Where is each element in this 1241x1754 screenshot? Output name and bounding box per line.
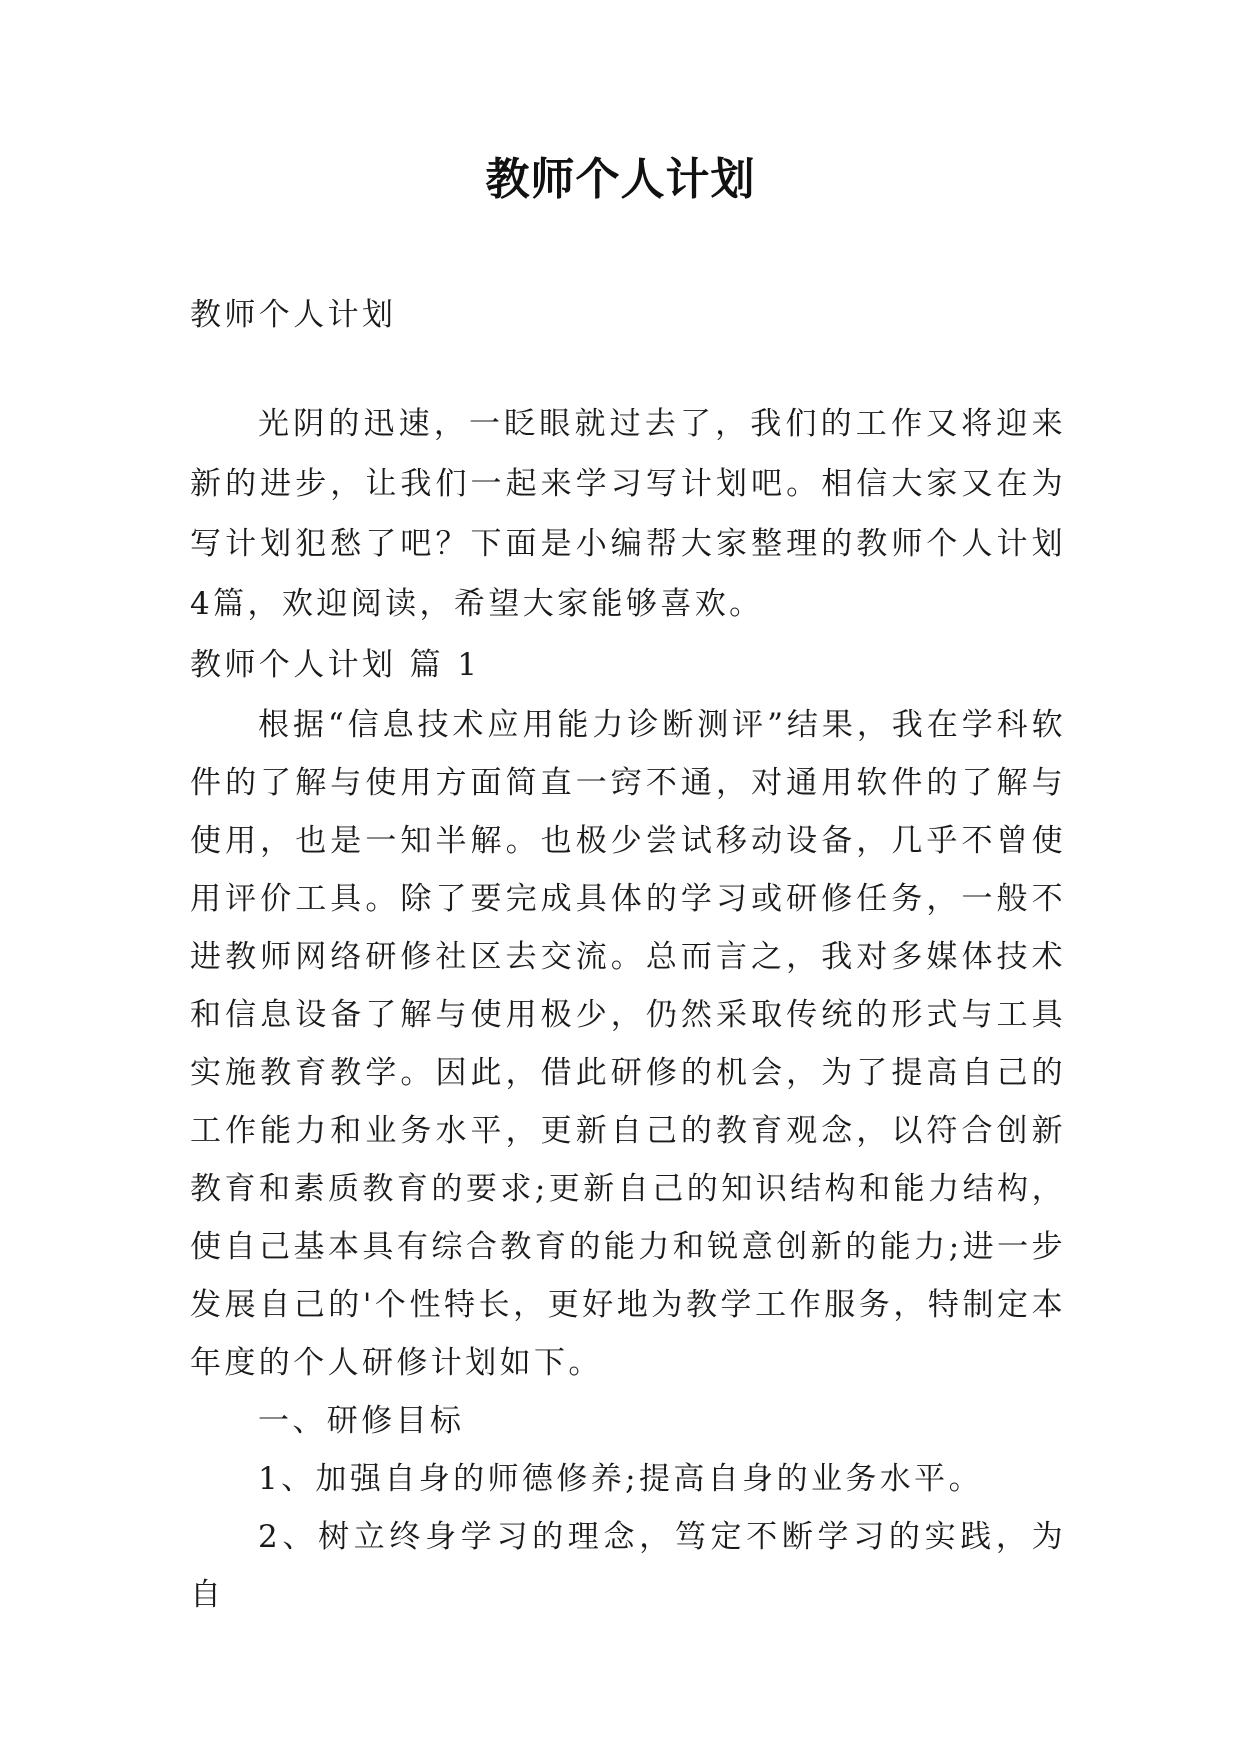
section-heading: 教师个人计划 篇 1 — [190, 647, 481, 683]
document-subtitle: 教师个人计划 — [190, 297, 397, 333]
goals-heading: 一、研修目标 — [258, 1403, 465, 1439]
spacer — [190, 344, 1066, 394]
body-paragraph: 根据“信息技术应用能力诊断测评”结果，我在学科软件的了解与使用方面简直一窍不通，对通用软件的了解与使用，也是一知半解。也极少尝试移动设备，几乎不曾使用评价工具。除了要完成具体的学习或研修任务，一般不进教师网络研修社区去交流。总而言之，我对多媒体技术和信息设备了解与使用极少，仍然采取传统的形式与工具实施教育教学。因此，借此研修的机会，为了提高自己的工作能力和业务水平，更新自己的教育观念，以符合创新教育和素质教育的要求;更新自己的知识结构和能力结构，使自己基本具有综合教育的能力和锐意创新的能力;进一步发展自己的'个性特长，更好地为教学工作服务，特制定本年度的个人研修计划如下。 — [190, 707, 1066, 1381]
document-body — [190, 286, 1066, 1624]
goal-item: 2、树立终身学习的理念，笃定不断学习的实践，为自 — [190, 1519, 1066, 1613]
document-title: 教师个人计划 — [485, 154, 756, 205]
intro-paragraph: 光阴的迅速，一眨眼就过去了，我们的工作又将迎来新的进步，让我们一起来学习写计划吧。相信大家又在为写计划犯愁了吧？下面是小编帮大家整理的教师个人计划4篇，欢迎阅读，希望大家能够喜欢。 — [190, 406, 1066, 622]
goal-item: 1、加强自身的师德修养;提高自身的业务水平。 — [258, 1461, 983, 1497]
